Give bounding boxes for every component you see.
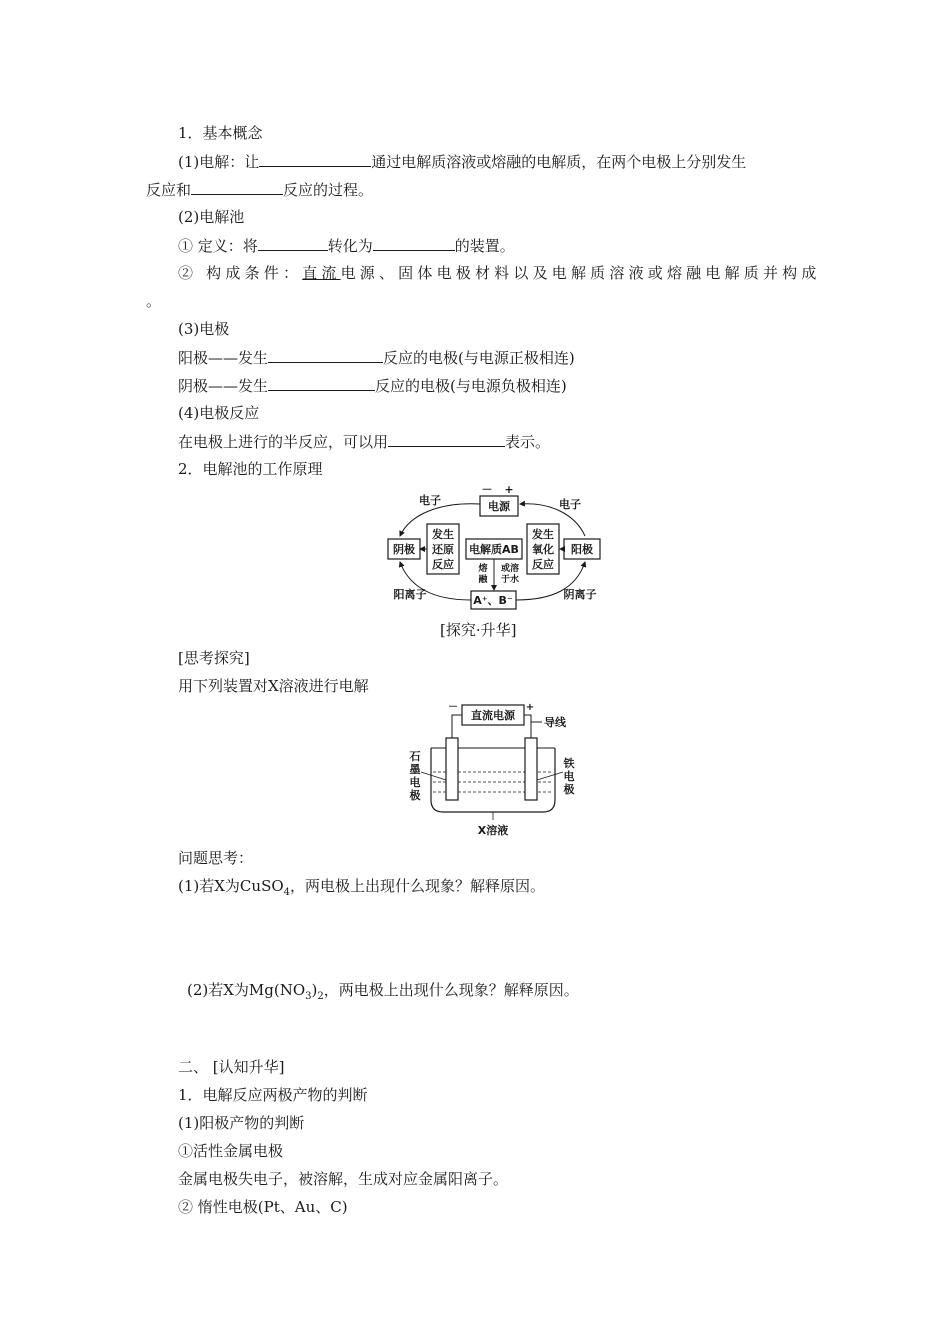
cathode-definition-line xyxy=(178,375,567,396)
electrolyte-label: 电解质AB xyxy=(469,543,519,556)
electrolysis-principle-diagram xyxy=(380,484,610,612)
reduction-line3: 反应 xyxy=(432,558,454,571)
cathode-definition-text-a: 阴极——发生 xyxy=(178,377,269,395)
cell-definition-text-b: 转化为 xyxy=(327,237,373,255)
electrolysis-definition-text-d: 反应的过程。 xyxy=(283,181,374,199)
question-2-subscript-1: 3 xyxy=(305,991,312,1002)
question-2 xyxy=(187,980,579,1007)
oxidation-line3: 反应 xyxy=(532,558,554,571)
electrode-reaction-title: (4)电极反应 xyxy=(178,404,260,422)
iron-label-2: 电 xyxy=(563,770,575,783)
reduction-line1: 发生 xyxy=(432,528,454,541)
question-2-text-a: (2)若X为Mg(NO xyxy=(187,981,306,999)
cell-conditions-underlined: 直流 xyxy=(302,264,341,282)
explore-title: [探究·升华] xyxy=(440,621,517,639)
electrode-reaction-text-a: 在电极上进行的半反应，可以用 xyxy=(178,433,389,451)
questions-title: 问题思考： xyxy=(178,849,254,867)
electron-label-left: 电子 xyxy=(419,494,441,507)
power-source-label: 电源 xyxy=(488,500,510,513)
iron-label-3: 极 xyxy=(563,783,575,796)
electrode-reaction-text-b: 表示。 xyxy=(505,433,551,451)
question-2-subscript-2: 2 xyxy=(317,991,324,1002)
electrode-title: (3)电极 xyxy=(178,320,230,338)
electrolysis-definition-text-a: (1)电解：让 xyxy=(178,153,260,171)
inert-electrode: ② 惰性电极(Pt、Au、C) xyxy=(178,1198,348,1216)
wire-right xyxy=(524,715,531,738)
question-2-text-b: ，两电极上出现什么现象？解释原因。 xyxy=(323,981,579,999)
oxidation-line2: 氧化 xyxy=(532,543,554,556)
fill-in-blank xyxy=(388,431,505,447)
cathode-definition-text-b: 反应的电极(与电源负极相连) xyxy=(375,377,567,395)
solution-label: X溶液 xyxy=(477,824,509,837)
positive-sign: + xyxy=(504,484,514,496)
electrolysis-definition-line1 xyxy=(178,151,746,172)
active-metal-description: 金属电极失电子，被溶解，生成对应金属阳离子。 xyxy=(178,1170,509,1188)
melt-label-2: 融 xyxy=(478,575,488,585)
cell-definition-text-c: 的装置。 xyxy=(454,237,515,255)
positive-terminal: + xyxy=(525,702,535,713)
iron-pointer xyxy=(537,772,563,780)
question-1-text-b: ，两电极上出现什么现象？解释原因。 xyxy=(290,877,546,895)
anode-definition-line xyxy=(178,347,575,368)
dissolve-label-1: 或溶 xyxy=(500,564,520,574)
iron-electrode xyxy=(525,738,537,800)
electrolysis-definition-line2 xyxy=(146,179,373,200)
reduction-line2: 还原 xyxy=(432,543,454,556)
question-2-text-mid: ) xyxy=(311,981,318,999)
graphite-label-3: 电 xyxy=(409,776,421,789)
graphite-electrode xyxy=(446,738,458,800)
wire-left xyxy=(452,715,462,738)
cell-definition-text-a: ① 定义：将 xyxy=(178,237,258,255)
negative-sign: － xyxy=(481,484,493,496)
negative-terminal: － xyxy=(448,702,458,713)
graphite-label-4: 极 xyxy=(409,789,421,802)
anode-product-heading: (1)阳极产物的判断 xyxy=(178,1114,305,1132)
question-1-text-a: (1)若X为CuSO xyxy=(178,877,284,895)
question-1 xyxy=(178,876,545,903)
fill-in-blank xyxy=(373,235,455,251)
product-judgment-heading: 1．电解反应两极产物的判断 xyxy=(178,1086,368,1104)
cathode-label: 阴极 xyxy=(393,543,415,556)
graphite-pointer xyxy=(421,772,446,780)
electrolytic-cell-title: (2)电解池 xyxy=(178,208,245,226)
fill-in-blank xyxy=(258,235,328,251)
think-title: [思考探究] xyxy=(178,649,250,667)
anion-label: 阴离子 xyxy=(563,588,597,601)
fill-in-blank xyxy=(268,375,375,391)
electrolysis-definition-text-b: 通过电解质溶液或熔融的电解质，在两个电极上分别发生 xyxy=(371,153,747,171)
cell-conditions-end: 。 xyxy=(146,292,162,310)
anode-definition-text-b: 反应的电极(与电源正极相连) xyxy=(383,349,575,367)
dc-power-label: 直流电源 xyxy=(471,709,515,722)
cell-definition-line xyxy=(178,235,515,256)
dissolve-label-2: 于水 xyxy=(500,575,520,585)
graphite-label-1: 石 xyxy=(409,750,421,763)
setup-text: 用下列装置对X溶液进行电解 xyxy=(178,677,369,695)
cell-conditions-text-b: 电源、固体电极材料以及电解质溶液或熔融电解质并构成 xyxy=(340,264,821,282)
cation-label: 阳离子 xyxy=(393,588,427,601)
fill-in-blank xyxy=(191,179,283,195)
iron-label-1: 铁 xyxy=(563,757,575,770)
electrode-reaction-line xyxy=(178,431,550,452)
anode-definition-text-a: 阳极——发生 xyxy=(178,349,269,367)
fill-in-blank xyxy=(268,347,383,363)
section-heading-cognition: 二、 [认知升华] xyxy=(178,1058,285,1076)
graphite-label-2: 墨 xyxy=(409,763,421,776)
question-1-subscript: 4 xyxy=(283,887,291,898)
section-heading-working-principle: 2．电解池的工作原理 xyxy=(178,460,323,478)
electrolysis-definition-text-c: 反应和 xyxy=(146,181,192,199)
melt-label-1: 熔 xyxy=(478,564,488,574)
cell-conditions-line xyxy=(178,263,821,283)
cell-conditions-text-a: ② 构成条件： xyxy=(178,264,303,282)
ions-label: A⁺、B⁻ xyxy=(473,594,513,607)
electron-label-right: 电子 xyxy=(559,498,581,511)
wire-label: 导线 xyxy=(544,716,566,729)
electrolysis-apparatus-diagram xyxy=(405,700,585,840)
section-heading-basic-concepts: 1．基本概念 xyxy=(178,124,263,142)
oxidation-line1: 发生 xyxy=(532,528,554,541)
fill-in-blank xyxy=(259,151,371,167)
anode-label: 阳极 xyxy=(571,543,593,556)
active-metal-electrode: ①活性金属电极 xyxy=(178,1142,284,1160)
